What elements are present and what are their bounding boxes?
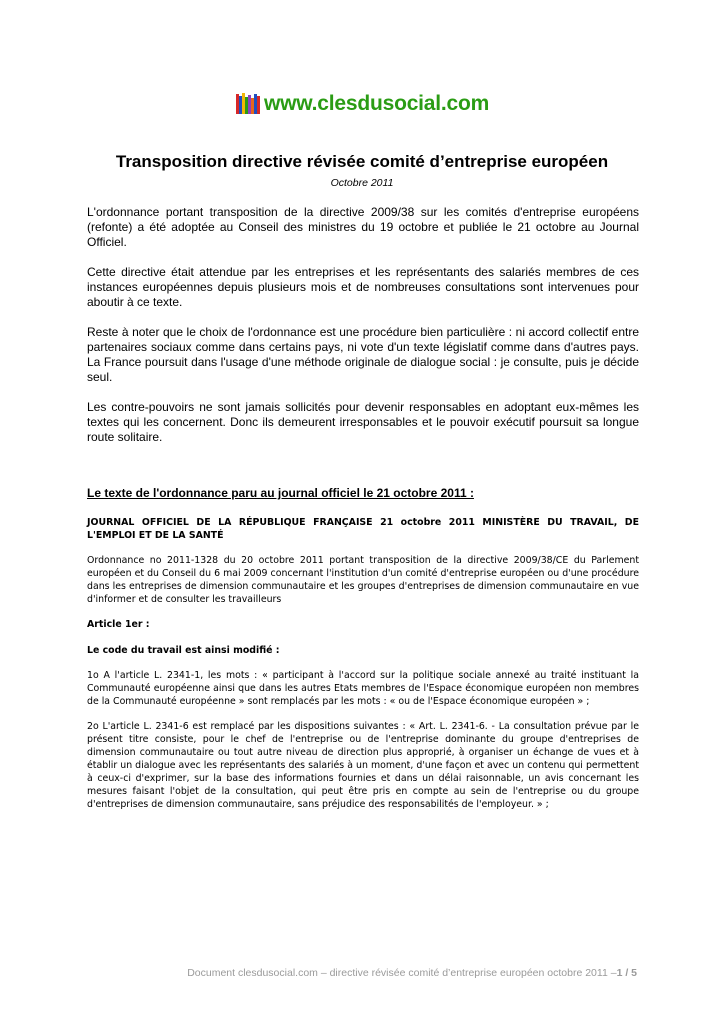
legal-item-2: 2o L'article L. 2341-6 est remplacé par les dispositions suivantes : « Art. L. 2341-6. - La consultation prévue par le présent titre consiste, pour le chef de l'entreprise ou de l'entreprise dominante du groupe d'entreprises de dimension communautaire ou tout autre niveau de direction plus approprié, à organiser un échange de vues et à établir un dialogue avec les représentants des salariés à un moment, d'une façon et avec un contenu qui permettent à ceux-ci d'exprimer, sur la base des informations fournies et dans un délai raisonnable, un avis concernant les mesures faisant l'objet de la consultation, qui peut être pris en compte au sein de l'entreprise ou du groupe d'entreprises de dimension communautaire, sans préjudice des responsabilités de l'employeur. » ; [87, 721, 639, 810]
legal-text [87, 517, 639, 824]
journal-heading: JOURNAL OFFICIEL DE LA RÉPUBLIQUE FRANÇAISE 21 octobre 2011 MINISTÈRE DU TRAVAIL, DE L'EMPLOI ET DE LA SANTÉ [87, 517, 639, 541]
intro-paragraph: Les contre-pouvoirs ne sont jamais sollicités pour devenir responsables en adoptant eux-mêmes les textes qui les concernent. Donc ils demeurent irresponsables et le pouvoir exécutif poursuit sa longue route solitaire. [87, 400, 639, 444]
legal-item-1: 1o A l'article L. 2341-1, les mots : « participant à l'accord sur la politique sociale annexé au traité instituant la Communauté européenne ainsi que dans les autres Etats membres de l'Espace économique européen non membres de la Communauté européenne » sont remplacés par les mots : « ou de l'Espace économique européen » ; [87, 670, 639, 708]
intro-paragraph: Reste à noter que le choix de l'ordonnance est une procédure bien particulière : ni accord collectif entre partenaires sociaux comme dans certains pays, ni vote d'un texte législatif comme dans d'autres pays. La France poursuit dans l'usage d'une méthode originale de dialogue social : je consulte, puis je décide seul. [87, 325, 639, 384]
page-footer [187, 967, 637, 979]
page-number: 1 / 5 [616, 967, 637, 979]
intro-paragraph: L'ordonnance portant transposition de la directive 2009/38 sur les comités d'entreprise européens (refonte) a été adoptée au Conseil des ministres du 19 octobre et publiée le 21 octobre au Journal Officiel. [87, 205, 639, 249]
intro-paragraph: Cette directive était attendue par les entreprises et les représentants des salariés membres de ces instances européennes depuis plusieurs mois et de nombreuses consultations sont intervenues pour aboutir à ce texte. [87, 265, 639, 309]
ordonnance-text: Ordonnance no 2011-1328 du 20 octobre 2011 portant transposition de la directive 2009/38/CE du Parlement européen et du Conseil du 6 mai 2009 concernant l'institution d'un comité d'entreprise européen ou d'une procédure dans les entreprises de dimension communautaire et les groupes d'entreprises de dimension communautaire en vue d'informer et de consulter les travailleurs [87, 555, 639, 606]
bookshelf-logo-icon [236, 92, 260, 116]
footer-text: Document clesdusocial.com – directive révisée comité d’entreprise européen octobre 2011 – [187, 967, 617, 979]
intro-section [87, 205, 639, 460]
page-title: Transposition directive révisée comité d’entreprise européen [115, 152, 609, 171]
site-logo [236, 90, 489, 118]
logo-text[interactable]: www.clesdusocial.com [264, 92, 490, 115]
section-heading: Le texte de l'ordonnance paru au journal officiel le 21 octobre 2011 : [87, 486, 474, 500]
article-heading: Article 1er : [87, 619, 150, 631]
document-date: Octobre 2011 [330, 177, 394, 189]
code-heading: Le code du travail est ainsi modifié : [87, 644, 280, 656]
